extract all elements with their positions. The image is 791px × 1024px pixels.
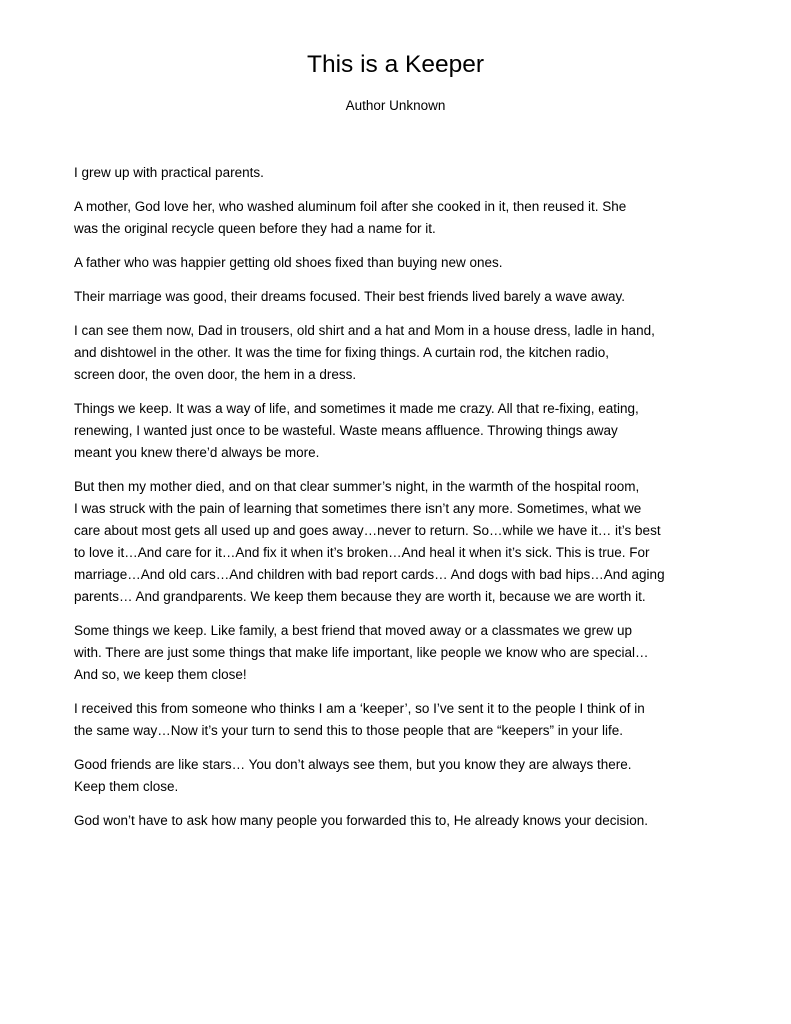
document-title: This is a Keeper [306,51,485,78]
text-line: A mother, God love her, who washed aluminum foil after she cooked in it, then reused it. She [74,199,627,214]
text-line: I can see them now, Dad in trousers, old shirt and a hat and Mom in a house dress, ladle in hand, [74,323,655,338]
paragraph-9 [74,698,726,742]
text-line: I was struck with the pain of learning that sometimes there isn’t any more. Sometimes, what we [74,501,642,516]
document-body [74,162,726,844]
text-line: God won’t have to ask how many people you forwarded this to, He already knows your decision. [74,813,649,828]
paragraph-7 [74,476,726,608]
text-line: Their marriage was good, their dreams focused. Their best friends lived barely a wave away. [74,289,626,304]
paragraph-1 [74,162,726,184]
paragraph-8 [74,620,726,686]
text-line: meant you knew there’d always be more. [74,445,320,460]
text-line: was the original recycle queen before they had a name for it. [74,221,436,236]
text-line: And so, we keep them close! [74,667,247,682]
text-line: But then my mother died, and on that clear summer’s night, in the warmth of the hospital room, [74,479,640,494]
text-line: to love it…And care for it…And fix it when it’s broken…And heal it when it’s sick. This is true. For [74,545,650,560]
text-line: the same way…Now it’s your turn to send this to those people that are “keepers” in your life. [74,723,624,738]
text-line: renewing, I wanted just once to be wasteful. Waste means affluence. Throwing things away [74,423,618,438]
text-line: screen door, the oven door, the hem in a dress. [74,367,357,382]
paragraph-2 [74,196,726,240]
text-line: Things we keep. It was a way of life, and sometimes it made me crazy. All that re-fixing, eating, [74,401,639,416]
paragraph-11 [74,810,726,832]
text-line: parents… And grandparents. We keep them because they are worth it, because we are worth it. [74,589,646,604]
text-line: Good friends are like stars… You don’t always see them, but you know they are always there. [74,757,632,772]
text-line: Some things we keep. Like family, a best friend that moved away or a classmates we grew up [74,623,633,638]
text-line: and dishtowel in the other. It was the time for fixing things. A curtain rod, the kitchen radio, [74,345,610,360]
text-line: A father who was happier getting old shoes fixed than buying new ones. [74,255,503,270]
text-line: I grew up with practical parents. [74,165,264,180]
paragraph-3 [74,252,726,274]
text-line: with. There are just some things that make life important, like people we know who are special… [74,645,649,660]
text-line: marriage…And old cars…And children with bad report cards… And dogs with bad hips…And aging [74,567,665,582]
paragraph-4 [74,286,726,308]
text-line: I received this from someone who thinks I am a ‘keeper’, so I’ve sent it to the people I think of in [74,701,645,716]
text-line: care about most gets all used up and goes away…never to return. So…while we have it… it’s best [74,523,661,538]
text-line: Keep them close. [74,779,179,794]
paragraph-6 [74,398,726,464]
paragraph-5 [74,320,726,386]
document-author: Author Unknown [345,98,446,113]
paragraph-10 [74,754,726,798]
